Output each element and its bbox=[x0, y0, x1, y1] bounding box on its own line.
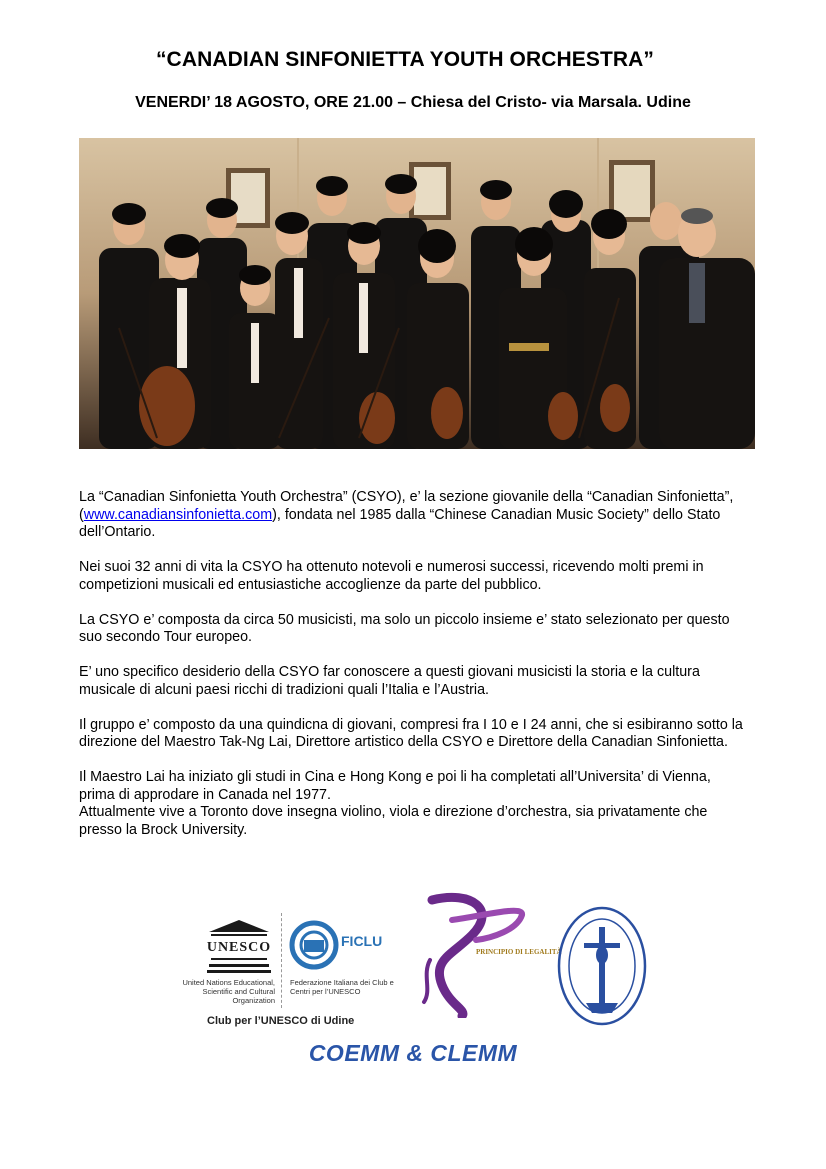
unesco-wordmark: UNESCO bbox=[207, 940, 271, 955]
paragraph-maestro-now: Attualmente vive a Toronto dove insegna violino, viola e direzione d’orchestra, sia privatamente che presso la Brock University. bbox=[79, 804, 708, 838]
ficlu-emblem-icon bbox=[289, 920, 339, 970]
unesco-caption: United Nations Educational, Scientific and Cultural Organization bbox=[182, 978, 275, 1005]
paragraph-group: Il gruppo e’ composto da una quindicna di giovani, compresi fra I 10 e I 24 anni, che si esibiranno sotto la direzione del Maestro Tak-Ng Lai, Direttore artistico della CSYO e Direttore della Canadian Sinfonietta. bbox=[79, 716, 743, 750]
orchestra-group-photo bbox=[79, 138, 755, 449]
sponsor-logos bbox=[0, 880, 826, 1080]
club-label: Club per l’UNESCO di Udine bbox=[207, 1015, 355, 1027]
unesco-temple-icon bbox=[207, 918, 271, 976]
crucifix-seal-icon bbox=[556, 905, 648, 1027]
paragraph-composition: La CSYO e’ composta da circa 50 musicisti, ma solo un piccolo insieme e’ stato selezionato per questo suo secondo Tour europeo. bbox=[79, 611, 730, 645]
article-body bbox=[79, 489, 749, 839]
legalita-label: PRINCIPIO DI LEGALITÀ bbox=[476, 948, 562, 956]
paragraph-intro: La “Canadian Sinfonietta Youth Orchestra” (CSYO), e’ la sezione giovanile della “Canadian Sinfonietta”, (www.canadiansinfonietta.com), fondata nel 1985 dalla “Chinese Canadian Music Society” dello Stato dell’Ontario. bbox=[79, 489, 734, 540]
ficlu-name: FICLU bbox=[341, 933, 383, 949]
paragraph-purpose: E’ uno specifico desiderio della CSYO far conoscere a questi giovani musicisti la storia e la cultura musicale di alcuni paesi ricchi di tradizioni quali l’Italia e l’Austria. bbox=[79, 664, 700, 698]
page-title: “CANADIAN SINFONIETTA YOUTH ORCHESTRA” bbox=[155, 48, 655, 71]
sponsor-name: COEMM & CLEMM bbox=[308, 1040, 518, 1066]
paragraph-maestro-studies: Il Maestro Lai ha iniziato gli studi in Cina e Hong Kong e poi li ha completati all’Universita’ di Vienna, prima di approdare in Canada nel 1977. bbox=[79, 769, 711, 803]
event-subtitle: VENERDI’ 18 AGOSTO, ORE 21.00 – Chiesa del Cristo- via Marsala. Udine bbox=[135, 94, 691, 111]
ficlu-caption: Federazione Italiana dei Club e Centri per l’UNESCO bbox=[290, 978, 394, 996]
website-link[interactable]: www.canadiansinfonietta.com bbox=[83, 506, 273, 523]
paragraph-history: Nei suoi 32 anni di vita la CSYO ha ottenuto notevoli e numerosi successi, ricevendo molti premi in competizioni musicali ed entusiastiche accoglienze da parte del pubblico. bbox=[79, 559, 704, 593]
logo-divider bbox=[281, 913, 282, 1008]
unesco-ficlu-logo bbox=[175, 910, 400, 1030]
